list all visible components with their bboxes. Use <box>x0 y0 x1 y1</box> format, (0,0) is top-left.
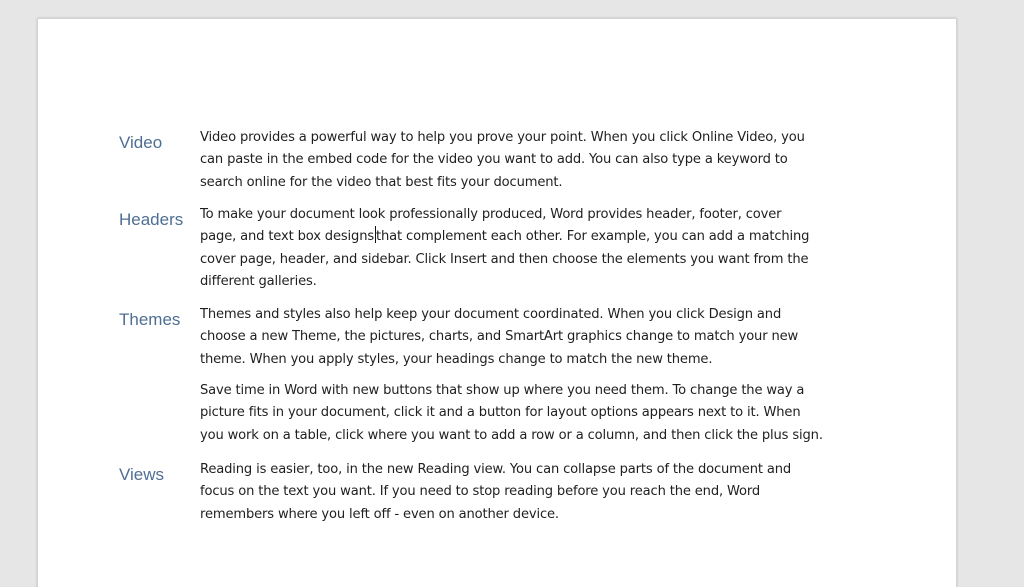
text-line: To make your document look professionally produced, Word provides header, footer, cover <box>200 207 782 222</box>
text-segment: that complement each other. For example, you can add a matching <box>376 229 810 245</box>
paragraph-views[interactable] <box>200 459 860 526</box>
section-heading-video: Video <box>119 133 163 152</box>
text-line: search online for the video that best fits your document. <box>200 174 563 190</box>
text-line: choose a new Theme, the pictures, charts, and SmartArt graphics change to match your new <box>200 329 799 345</box>
text-line: different galleries. <box>200 273 317 289</box>
text-line <box>200 226 860 248</box>
section-heading-headers: Headers <box>119 210 184 229</box>
paragraph-headers[interactable] <box>200 204 860 293</box>
paragraph-themes[interactable] <box>200 304 860 371</box>
text-line: remembers where you left off - even on another device. <box>200 506 559 522</box>
section-heading-views: Views <box>119 465 165 484</box>
text-line: Reading is easier, too, in the new Reading view. You can collapse parts of the document and <box>200 462 792 477</box>
text-line: you work on a table, click where you want to add a row or a column, and then click the plus sign. <box>200 427 823 443</box>
text-line: can paste in the embed code for the video you want to add. You can also type a keyword to <box>200 152 788 168</box>
paragraph-video[interactable] <box>200 127 860 194</box>
text-line: Video provides a powerful way to help you prove your point. When you click Online Video, you <box>200 130 805 145</box>
text-line: Themes and styles also help keep your document coordinated. When you click Design and <box>200 307 782 322</box>
text-segment: page, and text box designs <box>200 229 375 245</box>
document-page[interactable] <box>37 18 957 587</box>
text-line: Save time in Word with new buttons that show up where you need them. To change the way a <box>200 383 805 398</box>
text-line: picture fits in your document, click it and a button for layout options appears next to it. When <box>200 405 801 421</box>
text-line: cover page, header, and sidebar. Click Insert and then choose the elements you want from the <box>200 251 809 267</box>
text-line: theme. When you apply styles, your headings change to match the new theme. <box>200 351 713 367</box>
text-line: focus on the text you want. If you need to stop reading before you reach the end, Word <box>200 484 761 500</box>
paragraph-save-time[interactable] <box>200 380 860 447</box>
section-heading-themes: Themes <box>119 310 181 329</box>
